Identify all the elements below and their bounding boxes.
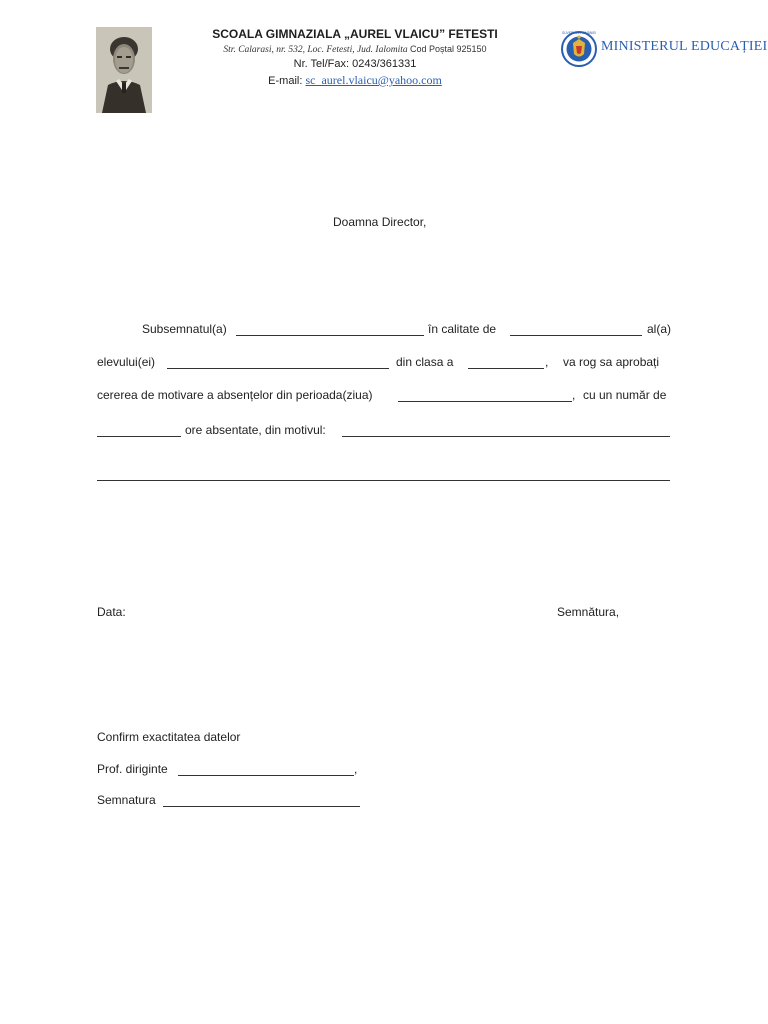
ministry-name: MINISTERUL EDUCAȚIEI [601,39,768,54]
school-email-line [195,73,515,88]
line2-end: va rog sa aprobați [563,355,660,369]
address-text: Str. Calarasi, nr. 532, Loc. Fetesti, Jud. Ialomita [223,45,408,55]
signature-label: Semnătura, [557,605,620,619]
email-link[interactable]: sc_aurel.vlaicu@yahoo.com [305,73,442,87]
teacher-signature-field-line[interactable] [163,806,360,807]
line1-prefix: Subsemnatul(a) [142,322,227,336]
postal-code: Cod Poștal 925150 [410,44,487,54]
name-field-line[interactable] [236,335,424,336]
class-field-line[interactable] [468,368,544,369]
reason-field-line[interactable] [342,436,670,437]
student-field-line[interactable] [167,368,389,369]
line2-suffix: , [545,355,549,369]
reason-continuation-line[interactable] [97,480,670,481]
period-field-line[interactable] [398,401,572,402]
line3-end: cu un număr de [583,388,667,402]
line3-suffix: , [572,388,576,402]
school-name: SCOALA GIMNAZIALA „AUREL VLAICU” FETESTI [212,27,498,41]
line1-middle: în calitate de [428,322,497,336]
portrait-photo [96,27,152,113]
teacher-label: Prof. diriginte [97,762,168,776]
school-phone: Nr. Tel/Fax: 0243/361331 [293,58,417,70]
email-label: E-mail: [268,75,303,87]
government-emblem-icon [561,28,597,70]
line2-prefix: elevului(ei) [97,355,156,369]
line3-prefix: cererea de motivare a absențelor din perioada(ziua) [97,388,373,402]
teacher-signature-label: Semnatura [97,793,156,807]
salutation: Doamna Director, [333,215,427,229]
teacher-field-line[interactable] [178,775,354,776]
emblem-text: GUVERNUL ROMÂNIEI [561,31,597,35]
school-address [185,44,525,55]
hours-field-line[interactable] [97,436,181,437]
teacher-suffix: , [354,762,358,776]
line2-middle: din clasa a [396,355,454,369]
line4-middle: ore absentate, din motivul: [185,423,326,437]
capacity-field-line[interactable] [510,335,642,336]
date-label: Data: [97,605,126,619]
line1-suffix: al(a) [647,322,672,336]
confirm-label: Confirm exactitatea datelor [97,730,241,744]
